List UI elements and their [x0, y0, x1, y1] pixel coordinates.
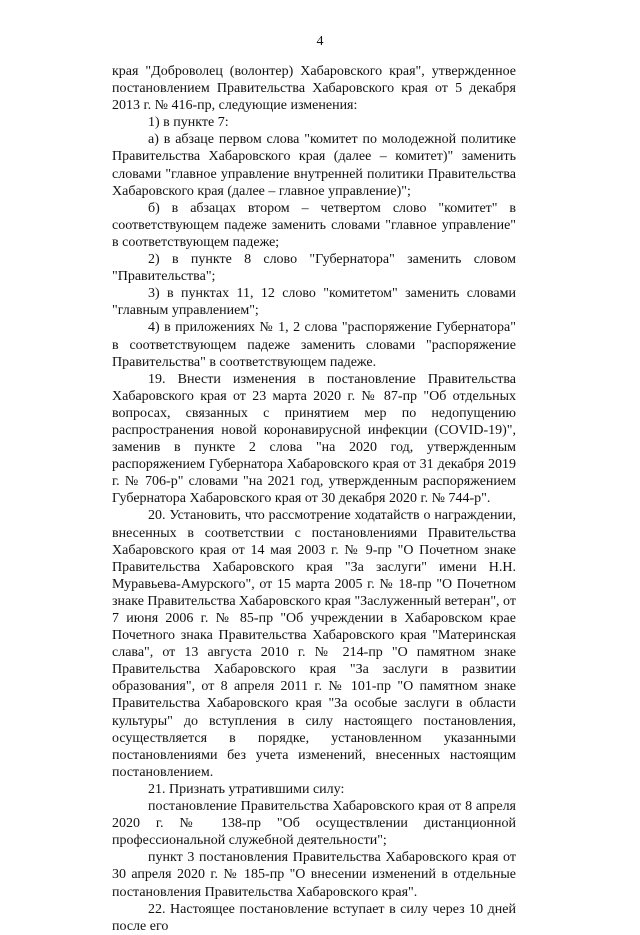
page-number: 4	[316, 34, 324, 49]
paragraph: пункт 3 постановления Правительства Хабаровского края от 30 апреля 2020 г. № 185-пр "О внесении изменений в отдельные постановления Правительства Хабаровского края".	[112, 850, 516, 900]
paragraph: 20. Установить, что рассмотрение ходатайств о награждении, внесенных в соответствии с постановлениями Правительства Хабаровского края от 14 мая 2003 г. № 9-пр "О Почетном знаке Правительства Хабаровского края "За заслуги" имени Н.Н. Муравьева-Амурского", от 15 марта 2005 г. № 18-пр "О Почетном знаке Правительства Хабаровского края "Заслуженный ветеран", от 7 июня 2006 г. № 85-пр "Об учреждении в Хабаровском крае Почетного знака Правительства Хабаровского края "Материнская слава", от 13 августа 2010 г. № 214-пр "О памятном знаке Правительства Хабаровского края "За заслуги в развитии образования", от 8 апреля 2011 г. № 101-пр "О памятном знаке Правительства Хабаровского края "За особые заслуги в области культуры" до вступления в силу настоящего постановления, осуществляется в порядке, установленном указанными постановлениями без учета изменений, внесенных настоящим постановлением.	[112, 508, 516, 780]
paragraph: б) в абзацах втором – четвертом слово "комитет" в соответствующем падеже заменить словами "главное управление" в соответствующем падеже;	[112, 200, 516, 250]
document-body	[112, 63, 516, 935]
paragraph: 22. Настоящее постановление вступает в силу через 10 дней после его	[112, 901, 516, 934]
paragraph: 2) в пункте 8 слово "Губернатора" заменить словом "Правительства";	[112, 252, 516, 285]
paragraph: 21. Признать утратившими силу:	[148, 781, 345, 797]
paragraph: 19. Внести изменения в постановление Правительства Хабаровского края от 23 марта 2020 г. № 87-пр "Об отдельных вопросах, связанных с принятием мер по недопущению распространения новой коронавирусной инфекции (COVID-19)", заменив в пункте 2 слова "на 2020 год, утвержденным распоряжением Губернатора Хабаровского края от 31 декабря 2019 г. № 706-р" словами "на 2021 год, утвержденным распоряжением Губернатора Хабаровского края от 30 декабря 2020 г. № 744-р".	[112, 371, 516, 507]
paragraph: 1) в пункте 7:	[148, 115, 229, 131]
paragraph: края "Доброволец (волонтер) Хабаровского края", утвержденное постановлением Правительства Хабаровского края от 5 декабря 2013 г. № 416-пр, следующие изменения:	[112, 64, 516, 114]
paragraph: 4) в приложениях № 1, 2 слова "распоряжение Губернатора" в соответствующем падеже заменить словами "распоряжение Правительства" в соответствующем падеже.	[112, 320, 516, 370]
paragraph: постановление Правительства Хабаровского края от 8 апреля 2020 г. № 138-пр "Об осуществлении дистанционной профессиональной служебной деятельности";	[112, 799, 516, 849]
paragraph: а) в абзаце первом слова "комитет по молодежной политике Правительства Хабаровского края (далее – комитет)" заменить словами "главное управление внутренней политики Правительства Хабаровского края (далее – главное управление)";	[112, 132, 516, 199]
paragraph: 3) в пунктах 11, 12 слово "комитетом" заменить словами "главным управлением";	[112, 286, 516, 319]
